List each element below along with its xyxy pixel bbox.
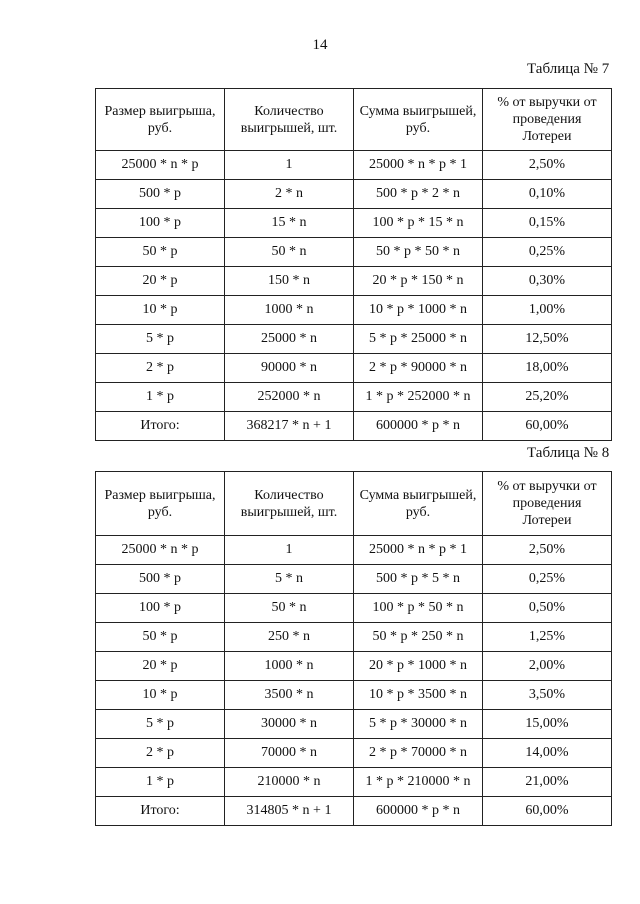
cell-prize-size: Итого: [96, 412, 225, 441]
table-row [96, 325, 612, 354]
cell-prize-size: 5 * p [96, 710, 225, 739]
cell-prize-size: 1 * p [96, 383, 225, 412]
cell-prize-count: 150 * n [225, 267, 354, 296]
table-row [96, 536, 612, 565]
table-row [96, 296, 612, 325]
table-row [96, 623, 612, 652]
cell-revenue-percent: 0,25% [483, 565, 612, 594]
page-number: 14 [312, 37, 328, 53]
cell-prize-count: 5 * n [225, 565, 354, 594]
table-row [96, 238, 612, 267]
table-row [96, 739, 612, 768]
cell-prize-size: Итого: [96, 797, 225, 826]
cell-prize-count: 1 [225, 536, 354, 565]
cell-prize-count: 50 * n [225, 594, 354, 623]
cell-prize-count: 250 * n [225, 623, 354, 652]
header-prize-sum: Сумма выигрышей, руб. [354, 472, 483, 536]
cell-prize-sum: 500 * p * 5 * n [354, 565, 483, 594]
cell-prize-count: 1 [225, 151, 354, 180]
cell-revenue-percent: 1,25% [483, 623, 612, 652]
cell-revenue-percent: 12,50% [483, 325, 612, 354]
cell-prize-size: 10 * p [96, 296, 225, 325]
cell-prize-size: 25000 * n * p [96, 536, 225, 565]
cell-prize-sum: 2 * p * 90000 * n [354, 354, 483, 383]
cell-prize-sum: 25000 * n * p * 1 [354, 536, 483, 565]
cell-prize-size: 50 * p [96, 623, 225, 652]
cell-prize-sum: 25000 * n * p * 1 [354, 151, 483, 180]
cell-revenue-percent: 18,00% [483, 354, 612, 383]
cell-revenue-percent: 0,10% [483, 180, 612, 209]
cell-revenue-percent: 0,50% [483, 594, 612, 623]
cell-revenue-percent: 60,00% [483, 412, 612, 441]
header-prize-count: Количество выигрышей, шт. [225, 89, 354, 151]
cell-prize-count: 1000 * n [225, 652, 354, 681]
cell-prize-sum: 600000 * p * n [354, 412, 483, 441]
cell-prize-count: 2 * n [225, 180, 354, 209]
cell-prize-size: 20 * p [96, 652, 225, 681]
prize-table-8 [95, 471, 612, 826]
cell-revenue-percent: 0,15% [483, 209, 612, 238]
cell-prize-size: 500 * p [96, 565, 225, 594]
table-row [96, 565, 612, 594]
cell-prize-sum: 10 * p * 1000 * n [354, 296, 483, 325]
cell-prize-size: 2 * p [96, 354, 225, 383]
table-8-caption: Таблица № 8 [527, 445, 610, 461]
table-header-row [96, 89, 612, 151]
cell-prize-sum: 100 * p * 15 * n [354, 209, 483, 238]
cell-prize-sum: 2 * p * 70000 * n [354, 739, 483, 768]
table-7-caption: Таблица № 7 [527, 61, 610, 77]
cell-prize-count: 50 * n [225, 238, 354, 267]
cell-prize-sum: 1 * p * 252000 * n [354, 383, 483, 412]
cell-revenue-percent: 3,50% [483, 681, 612, 710]
cell-revenue-percent: 2,50% [483, 151, 612, 180]
cell-prize-size: 50 * p [96, 238, 225, 267]
cell-prize-sum: 600000 * p * n [354, 797, 483, 826]
cell-prize-size: 100 * p [96, 594, 225, 623]
cell-prize-count: 90000 * n [225, 354, 354, 383]
cell-prize-sum: 10 * p * 3500 * n [354, 681, 483, 710]
cell-prize-size: 20 * p [96, 267, 225, 296]
cell-revenue-percent: 1,00% [483, 296, 612, 325]
header-prize-count: Количество выигрышей, шт. [225, 472, 354, 536]
cell-revenue-percent: 0,30% [483, 267, 612, 296]
cell-revenue-percent: 2,00% [483, 652, 612, 681]
cell-revenue-percent: 2,50% [483, 536, 612, 565]
table-row [96, 710, 612, 739]
table-header-row [96, 472, 612, 536]
cell-prize-count: 1000 * n [225, 296, 354, 325]
table-row [96, 209, 612, 238]
header-prize-size: Размер выигрыша, руб. [96, 89, 225, 151]
cell-prize-size: 100 * p [96, 209, 225, 238]
cell-prize-count: 368217 * n + 1 [225, 412, 354, 441]
table-row [96, 383, 612, 412]
cell-prize-count: 30000 * n [225, 710, 354, 739]
cell-prize-count: 252000 * n [225, 383, 354, 412]
cell-prize-sum: 100 * p * 50 * n [354, 594, 483, 623]
cell-prize-count: 70000 * n [225, 739, 354, 768]
cell-revenue-percent: 25,20% [483, 383, 612, 412]
header-prize-size: Размер выигрыша, руб. [96, 472, 225, 536]
cell-prize-sum: 20 * p * 1000 * n [354, 652, 483, 681]
header-revenue-percent: % от выручки от проведения Лотереи [483, 89, 612, 151]
table-row [96, 267, 612, 296]
cell-prize-size: 1 * p [96, 768, 225, 797]
cell-revenue-percent: 14,00% [483, 739, 612, 768]
cell-prize-sum: 5 * p * 30000 * n [354, 710, 483, 739]
cell-prize-sum: 20 * p * 150 * n [354, 267, 483, 296]
table-row [96, 594, 612, 623]
header-prize-sum: Сумма выигрышей, руб. [354, 89, 483, 151]
cell-prize-size: 25000 * n * p [96, 151, 225, 180]
prize-table-7 [95, 88, 612, 441]
cell-revenue-percent: 21,00% [483, 768, 612, 797]
cell-revenue-percent: 60,00% [483, 797, 612, 826]
cell-prize-count: 3500 * n [225, 681, 354, 710]
cell-prize-sum: 50 * p * 50 * n [354, 238, 483, 267]
table-row [96, 180, 612, 209]
cell-prize-count: 210000 * n [225, 768, 354, 797]
cell-revenue-percent: 15,00% [483, 710, 612, 739]
cell-prize-sum: 1 * p * 210000 * n [354, 768, 483, 797]
cell-prize-size: 10 * p [96, 681, 225, 710]
table-row [96, 768, 612, 797]
cell-prize-sum: 500 * p * 2 * n [354, 180, 483, 209]
header-revenue-percent: % от выручки от проведения Лотереи [483, 472, 612, 536]
cell-prize-count: 25000 * n [225, 325, 354, 354]
cell-prize-size: 2 * p [96, 739, 225, 768]
cell-prize-size: 500 * p [96, 180, 225, 209]
table-row [96, 681, 612, 710]
table-row [96, 354, 612, 383]
cell-prize-count: 15 * n [225, 209, 354, 238]
table-total-row [96, 797, 612, 826]
cell-prize-sum: 5 * p * 25000 * n [354, 325, 483, 354]
cell-prize-sum: 50 * p * 250 * n [354, 623, 483, 652]
cell-prize-size: 5 * p [96, 325, 225, 354]
table-total-row [96, 412, 612, 441]
cell-revenue-percent: 0,25% [483, 238, 612, 267]
table-row [96, 151, 612, 180]
table-row [96, 652, 612, 681]
cell-prize-count: 314805 * n + 1 [225, 797, 354, 826]
